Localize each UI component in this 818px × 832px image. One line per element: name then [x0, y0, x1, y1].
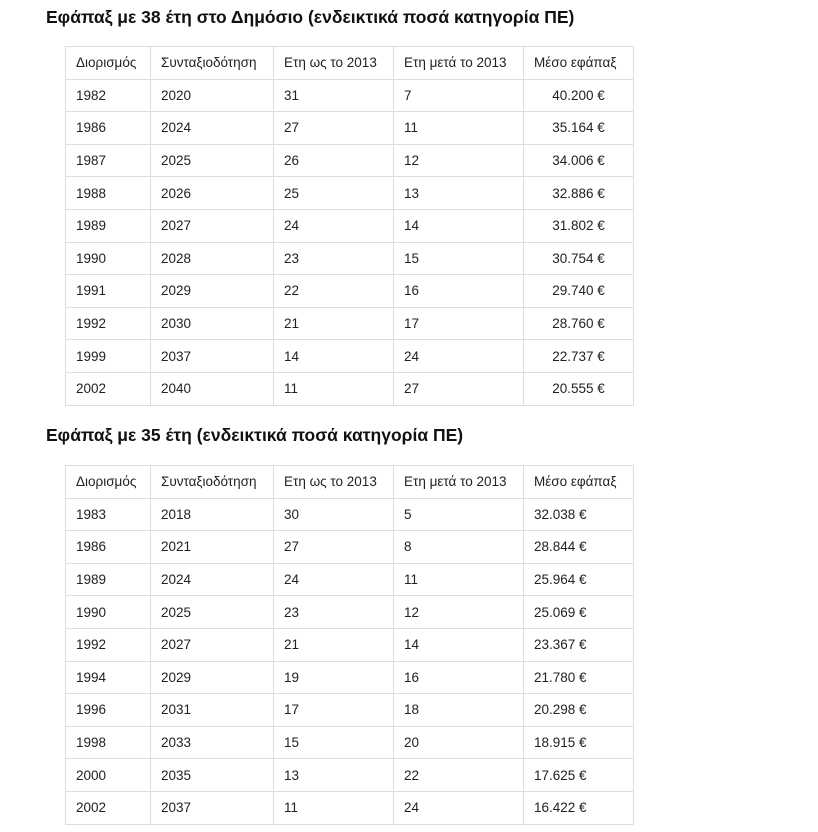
cell-years-until-2013: 24 [274, 563, 394, 596]
cell-average-lump-sum: 20.555 € [524, 372, 634, 405]
cell-appointment-year: 1992 [66, 307, 151, 340]
lump-sum-table-35-years [65, 465, 634, 825]
cell-appointment-year: 1999 [66, 340, 151, 373]
table-row [66, 563, 634, 596]
cell-years-until-2013: 11 [274, 372, 394, 405]
cell-average-lump-sum: 25.964 € [524, 563, 634, 596]
cell-years-after-2013: 22 [394, 759, 524, 792]
cell-retirement-year: 2028 [151, 242, 274, 275]
cell-appointment-year: 1990 [66, 596, 151, 629]
table-row [66, 112, 634, 145]
table-row [66, 661, 634, 694]
cell-average-lump-sum: 25.069 € [524, 596, 634, 629]
cell-years-after-2013: 12 [394, 596, 524, 629]
cell-years-after-2013: 15 [394, 242, 524, 275]
cell-years-until-2013: 13 [274, 759, 394, 792]
cell-years-until-2013: 14 [274, 340, 394, 373]
cell-years-after-2013: 27 [394, 372, 524, 405]
table-row [66, 759, 634, 792]
table-row [66, 694, 634, 727]
cell-retirement-year: 2027 [151, 628, 274, 661]
cell-years-until-2013: 23 [274, 596, 394, 629]
cell-retirement-year: 2025 [151, 144, 274, 177]
lump-sum-table-38-years [65, 46, 634, 406]
column-header-average-lump-sum: Μέσο εφάπαξ [524, 466, 634, 499]
cell-years-until-2013: 23 [274, 242, 394, 275]
column-header-years-until-2013: Ετη ως το 2013 [274, 466, 394, 499]
table-row [66, 498, 634, 531]
cell-years-until-2013: 17 [274, 694, 394, 727]
table-row [66, 242, 634, 275]
cell-appointment-year: 1992 [66, 628, 151, 661]
cell-appointment-year: 1987 [66, 144, 151, 177]
cell-retirement-year: 2035 [151, 759, 274, 792]
cell-years-after-2013: 20 [394, 726, 524, 759]
cell-average-lump-sum: 23.367 € [524, 628, 634, 661]
cell-appointment-year: 1988 [66, 177, 151, 210]
cell-average-lump-sum: 17.625 € [524, 759, 634, 792]
cell-retirement-year: 2029 [151, 275, 274, 308]
table-row [66, 144, 634, 177]
cell-retirement-year: 2029 [151, 661, 274, 694]
table-row [66, 177, 634, 210]
cell-years-after-2013: 13 [394, 177, 524, 210]
table-row [66, 372, 634, 405]
table-row [66, 79, 634, 112]
cell-retirement-year: 2033 [151, 726, 274, 759]
column-header-years-until-2013: Ετη ως το 2013 [274, 47, 394, 80]
cell-average-lump-sum: 18.915 € [524, 726, 634, 759]
column-header-average-lump-sum: Μέσο εφάπαξ [524, 47, 634, 80]
table-row [66, 726, 634, 759]
cell-appointment-year: 1989 [66, 209, 151, 242]
cell-years-until-2013: 24 [274, 209, 394, 242]
cell-years-after-2013: 24 [394, 791, 524, 824]
cell-average-lump-sum: 28.844 € [524, 531, 634, 564]
cell-average-lump-sum: 35.164 € [524, 112, 634, 145]
cell-average-lump-sum: 16.422 € [524, 791, 634, 824]
cell-appointment-year: 1998 [66, 726, 151, 759]
cell-appointment-year: 1983 [66, 498, 151, 531]
cell-average-lump-sum: 30.754 € [524, 242, 634, 275]
cell-retirement-year: 2020 [151, 79, 274, 112]
cell-retirement-year: 2026 [151, 177, 274, 210]
cell-years-after-2013: 11 [394, 563, 524, 596]
table-title-35-years: Εφάπαξ με 35 έτη (ενδεικτικά ποσά κατηγορία ΠΕ) [46, 425, 464, 445]
cell-retirement-year: 2040 [151, 372, 274, 405]
column-header-retirement-year: Συνταξιοδότηση [151, 466, 274, 499]
cell-average-lump-sum: 21.780 € [524, 661, 634, 694]
cell-retirement-year: 2037 [151, 340, 274, 373]
cell-appointment-year: 1990 [66, 242, 151, 275]
cell-years-after-2013: 5 [394, 498, 524, 531]
cell-years-after-2013: 24 [394, 340, 524, 373]
cell-average-lump-sum: 40.200 € [524, 79, 634, 112]
cell-retirement-year: 2025 [151, 596, 274, 629]
cell-years-after-2013: 14 [394, 209, 524, 242]
cell-average-lump-sum: 34.006 € [524, 144, 634, 177]
cell-retirement-year: 2024 [151, 563, 274, 596]
cell-retirement-year: 2031 [151, 694, 274, 727]
cell-years-until-2013: 19 [274, 661, 394, 694]
cell-years-until-2013: 15 [274, 726, 394, 759]
cell-years-after-2013: 17 [394, 307, 524, 340]
cell-years-after-2013: 8 [394, 531, 524, 564]
cell-average-lump-sum: 32.038 € [524, 498, 634, 531]
cell-average-lump-sum: 31.802 € [524, 209, 634, 242]
cell-years-after-2013: 16 [394, 275, 524, 308]
cell-average-lump-sum: 32.886 € [524, 177, 634, 210]
table-row [66, 596, 634, 629]
cell-retirement-year: 2037 [151, 791, 274, 824]
table-header-row [66, 47, 634, 80]
cell-retirement-year: 2018 [151, 498, 274, 531]
cell-appointment-year: 1991 [66, 275, 151, 308]
cell-appointment-year: 1986 [66, 531, 151, 564]
cell-years-after-2013: 7 [394, 79, 524, 112]
table-row [66, 791, 634, 824]
cell-years-until-2013: 27 [274, 112, 394, 145]
cell-average-lump-sum: 20.298 € [524, 694, 634, 727]
table-title-38-years: Εφάπαξ με 38 έτη στο Δημόσιο (ενδεικτικά ποσά κατηγορία ΠΕ) [46, 7, 575, 27]
column-header-appointment-year: Διορισμός [66, 47, 151, 80]
cell-years-until-2013: 22 [274, 275, 394, 308]
cell-years-until-2013: 30 [274, 498, 394, 531]
cell-average-lump-sum: 28.760 € [524, 307, 634, 340]
cell-appointment-year: 1994 [66, 661, 151, 694]
cell-years-until-2013: 25 [274, 177, 394, 210]
cell-appointment-year: 2002 [66, 372, 151, 405]
cell-appointment-year: 2002 [66, 791, 151, 824]
cell-appointment-year: 2000 [66, 759, 151, 792]
table-row [66, 340, 634, 373]
column-header-appointment-year: Διορισμός [66, 466, 151, 499]
cell-appointment-year: 1996 [66, 694, 151, 727]
table-row [66, 628, 634, 661]
cell-appointment-year: 1986 [66, 112, 151, 145]
cell-retirement-year: 2030 [151, 307, 274, 340]
cell-appointment-year: 1989 [66, 563, 151, 596]
cell-years-after-2013: 18 [394, 694, 524, 727]
cell-years-until-2013: 26 [274, 144, 394, 177]
table-row [66, 275, 634, 308]
cell-average-lump-sum: 22.737 € [524, 340, 634, 373]
cell-years-after-2013: 16 [394, 661, 524, 694]
column-header-years-after-2013: Ετη μετά το 2013 [394, 466, 524, 499]
cell-years-until-2013: 27 [274, 531, 394, 564]
table-row [66, 209, 634, 242]
cell-retirement-year: 2021 [151, 531, 274, 564]
column-header-retirement-year: Συνταξιοδότηση [151, 47, 274, 80]
cell-years-until-2013: 21 [274, 307, 394, 340]
table-header-row [66, 466, 634, 499]
cell-years-after-2013: 12 [394, 144, 524, 177]
cell-average-lump-sum: 29.740 € [524, 275, 634, 308]
cell-appointment-year: 1982 [66, 79, 151, 112]
table-row [66, 531, 634, 564]
table-row [66, 307, 634, 340]
cell-years-after-2013: 11 [394, 112, 524, 145]
cell-years-until-2013: 11 [274, 791, 394, 824]
column-header-years-after-2013: Ετη μετά το 2013 [394, 47, 524, 80]
cell-years-after-2013: 14 [394, 628, 524, 661]
cell-retirement-year: 2027 [151, 209, 274, 242]
cell-years-until-2013: 21 [274, 628, 394, 661]
cell-years-until-2013: 31 [274, 79, 394, 112]
cell-retirement-year: 2024 [151, 112, 274, 145]
